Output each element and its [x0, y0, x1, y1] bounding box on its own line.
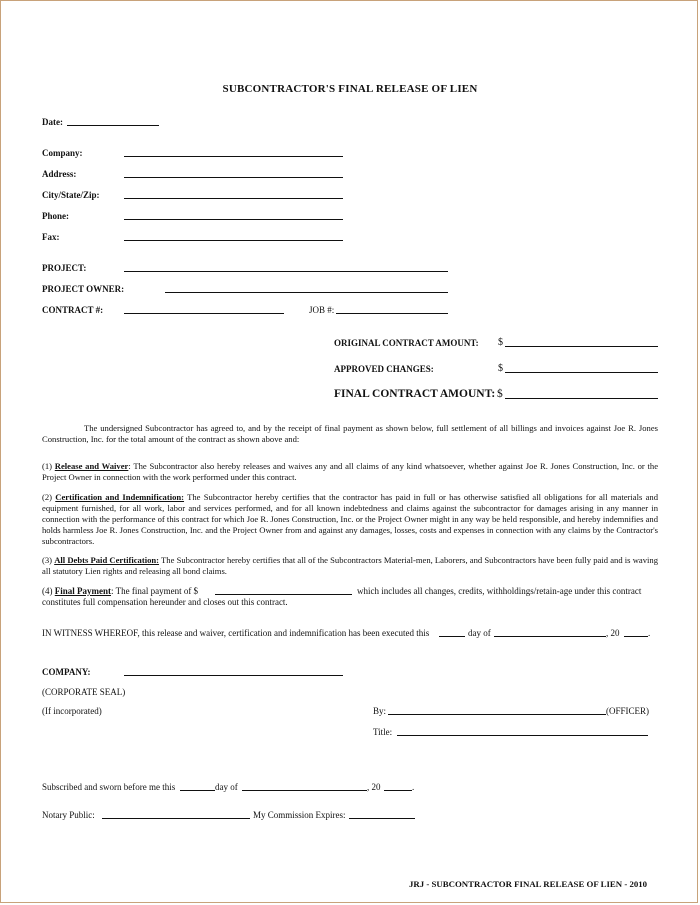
- witness-year-line[interactable]: [624, 636, 648, 637]
- witness-month-line[interactable]: [494, 636, 606, 637]
- clause-3-heading: All Debts Paid Certification:: [54, 555, 160, 565]
- commission-expires-line[interactable]: [349, 818, 415, 819]
- project-label: PROJECT:: [42, 263, 87, 273]
- clause-3-body: The Subcontractor hereby certifies that all of the Subcontractors Material-men, Laborers, and Subcontractors have been fully paid and is waving all statutory Lien rights and releasing all bond claims.: [42, 555, 658, 576]
- intro-paragraph: The undersigned Subcontractor has agreed to, and by the receipt of final payment as shown below, full settlement of all billings and invoices against Joe R. Jones Construction, Inc. for the total amount of the contract as shown above and:: [42, 423, 658, 444]
- clause-certification-indemnification: [42, 492, 658, 547]
- approved-changes-label: APPROVED CHANGES:: [334, 364, 434, 374]
- witness-text: IN WITNESS WHEREOF, this release and waiver, certification and indemnification has been executed this: [42, 628, 430, 638]
- witness-day-of: day of: [468, 628, 491, 638]
- signature-company-line[interactable]: [124, 675, 343, 676]
- clause-3-prefix: (3): [42, 555, 55, 565]
- approved-currency-sign: $: [498, 363, 503, 374]
- sworn-day-line[interactable]: [180, 790, 215, 791]
- address-label: Address:: [42, 169, 77, 179]
- final-currency-sign: $: [497, 388, 503, 400]
- company-line[interactable]: [124, 156, 343, 157]
- signature-company-label: COMPANY:: [42, 667, 91, 677]
- officer-signature-line[interactable]: [388, 714, 606, 715]
- corporate-seal-label: (CORPORATE SEAL): [42, 687, 126, 697]
- fax-line[interactable]: [124, 240, 343, 241]
- job-number-line[interactable]: [336, 313, 448, 314]
- notary-public-label: Notary Public:: [42, 810, 95, 820]
- approved-changes-line[interactable]: [505, 372, 658, 373]
- address-line[interactable]: [124, 177, 343, 178]
- clause-4-prefix: (4): [42, 586, 55, 596]
- clause-4-heading: Final Payment: [54, 586, 111, 596]
- clause-1-heading: Release and Waiver: [54, 461, 129, 471]
- clause-1-body: The Subcontractor also hereby releases and waives any and all claims of any kind whatsoever, whether against Joe R. Jones Construction, Inc. or the Project Owner in connection with the work performed under this contract.: [42, 461, 659, 482]
- clause-2-body: The Subcontractor hereby certifies that the contractor has paid in full or has otherwise satisfied all obligations for all materials and equipment furnished, for all work, labor and services performed, and for all known indebtedness and claims against the subcontractor for damages arising in any manner in connection with the performance of this contract for which Joe R. Jones Construction, Inc. or the Project Owner might in any way be held responsible, and hereby indemnifies and holds harmless Joe R. Jones Construction, Inc. and the Project Owner from and against any damages, losses, costs and expenses in connection with any claims by the Contractor's subcontractors.: [42, 492, 659, 546]
- job-number-label: JOB #:: [309, 305, 335, 315]
- signature-title-label: Title:: [373, 727, 393, 737]
- final-contract-amount-line[interactable]: [505, 398, 658, 399]
- signature-title-line[interactable]: [397, 735, 648, 736]
- original-currency-sign: $: [498, 337, 503, 348]
- original-contract-amount-label: ORIGINAL CONTRACT AMOUNT:: [334, 338, 479, 348]
- clause-2-prefix: (2): [42, 492, 56, 502]
- commission-expires-label: My Commission Expires:: [253, 810, 346, 820]
- notary-public-line[interactable]: [102, 818, 250, 819]
- phone-label: Phone:: [42, 211, 69, 221]
- sworn-year-line[interactable]: [384, 790, 412, 791]
- sworn-year-prefix: , 20: [367, 782, 381, 792]
- subscribed-sworn-text: Subscribed and sworn before me this: [42, 782, 176, 792]
- final-payment-line-end: which includes all changes, credits, withholdings/retain-age under this contract: [357, 586, 642, 596]
- company-label: Company:: [42, 148, 83, 158]
- date-line[interactable]: [67, 125, 159, 126]
- officer-label: (OFFICER): [606, 706, 650, 716]
- witness-year-prefix: , 20: [606, 628, 620, 638]
- project-owner-line[interactable]: [165, 292, 448, 293]
- contract-number-label: CONTRACT #:: [42, 305, 104, 315]
- sworn-period: .: [412, 782, 415, 792]
- city-state-zip-label: City/State/Zip:: [42, 190, 100, 200]
- phone-line[interactable]: [124, 219, 343, 220]
- by-label: By:: [373, 706, 387, 716]
- final-payment-line-start: [42, 586, 198, 597]
- sworn-month-line[interactable]: [242, 790, 367, 791]
- clause-1-separator: :: [128, 461, 134, 471]
- project-line[interactable]: [124, 271, 448, 272]
- clause-1-prefix: (1): [42, 461, 55, 471]
- contract-number-line[interactable]: [124, 313, 284, 314]
- project-owner-label: PROJECT OWNER:: [42, 284, 125, 294]
- final-payment-amount-line[interactable]: [215, 594, 352, 595]
- if-incorporated-label: (If incorporated): [42, 706, 102, 716]
- clause-4-text-a: : The final payment of $: [111, 586, 199, 596]
- document-title: SUBCONTRACTOR'S FINAL RELEASE OF LIEN: [222, 83, 478, 95]
- sworn-day-of: day of: [215, 782, 238, 792]
- fax-label: Fax:: [42, 232, 60, 242]
- date-label: Date:: [42, 117, 63, 127]
- clause-2-heading: Certification and Indemnification:: [55, 492, 185, 502]
- footer-text: JRJ - SUBCONTRACTOR FINAL RELEASE OF LIEN - 2010: [409, 879, 648, 889]
- witness-period: .: [648, 628, 651, 638]
- witness-day-line[interactable]: [439, 636, 465, 637]
- clause-release-waiver: [42, 461, 658, 483]
- final-contract-amount-label: FINAL CONTRACT AMOUNT:: [334, 388, 496, 400]
- clause-all-debts-paid: [42, 555, 658, 577]
- original-contract-amount-line[interactable]: [505, 346, 658, 347]
- final-payment-second-line: constitutes full compensation hereunder and closes out this contract.: [42, 597, 288, 607]
- city-state-zip-line[interactable]: [124, 198, 343, 199]
